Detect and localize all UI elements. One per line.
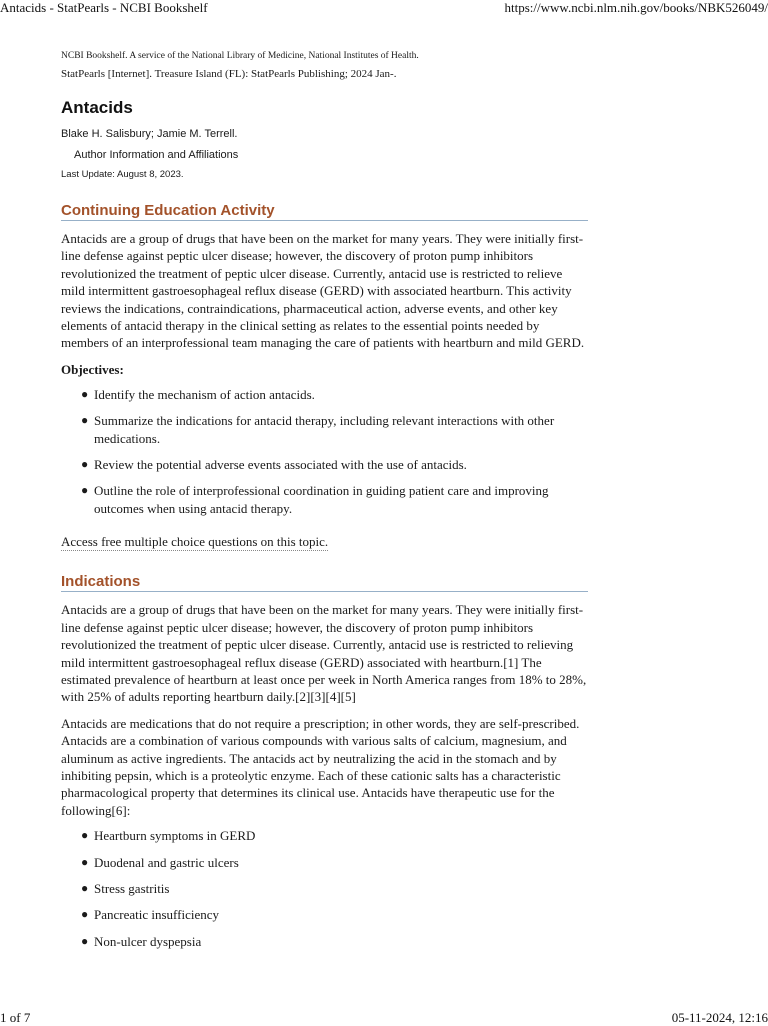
bullet-icon: ● [81, 827, 88, 844]
list-item [94, 880, 588, 897]
use-text: Non-ulcer dyspepsia [94, 934, 201, 949]
bullet-icon: ● [81, 386, 88, 403]
ce-paragraph: Antacids are a group of drugs that have been on the market for many years. They were initially first-line defense against peptic ulcer disease; however, the discovery of proton pump inhibitors revolutionized the treatment of peptic ulcer disease. Currently, antacid use is restricted to relieve mild intermittent gastroesophageal reflux disease (GERD) with associated heartburn. This activity reviews the indications, contraindications, pharmaceutical action, adverse events, and other key elements of antacid therapy in the clinical setting as relates to the essential points needed by members of an interprofessional team managing the care of patients with heartburn and mild GERD. [61, 230, 588, 352]
page-count: 1 of 7 [0, 1010, 30, 1026]
use-text: Pancreatic insufficiency [94, 907, 219, 922]
use-text: Heartburn symptoms in GERD [94, 828, 255, 843]
page-title: Antacids [61, 98, 588, 118]
bullet-icon: ● [81, 482, 88, 499]
list-item [94, 412, 588, 447]
bullet-icon: ● [81, 412, 88, 429]
list-item [94, 456, 588, 473]
section-heading-indications: Indications [61, 573, 588, 592]
therapeutic-uses-list [61, 827, 588, 950]
indications-paragraph-2: Antacids are medications that do not require a prescription; in other words, they are self-prescribed. Antacids are a combination of various compounds with various salts of calcium, magnesium, and aluminum as active ingredients. The antacids act by neutralizing the acid in the stomach and by inhibiting pepsin, which is a proteolytic enzyme. Each of these cationic salts has a characteristic pharmacological property that determines its clinical use. Antacids have therapeutic use for the following[6]: [61, 715, 588, 819]
use-text: Duodenal and gastric ulcers [94, 855, 239, 870]
article-content [61, 44, 588, 959]
objective-text: Identify the mechanism of action antacids. [94, 387, 315, 402]
objective-text: Review the potential adverse events associated with the use of antacids. [94, 457, 467, 472]
list-item [94, 386, 588, 403]
bullet-icon: ● [81, 854, 88, 871]
use-text: Stress gastritis [94, 881, 169, 896]
list-item [94, 854, 588, 871]
service-line: NCBI Bookshelf. A service of the National Library of Medicine, National Institutes of Health. [61, 51, 588, 61]
section-heading-continuing-education: Continuing Education Activity [61, 202, 588, 221]
list-item [94, 906, 588, 923]
bullet-icon: ● [81, 456, 88, 473]
indications-paragraph-1: Antacids are a group of drugs that have been on the market for many years. They were initially first-line defense against peptic ulcer disease; however, the discovery of proton pump inhibitors revolutionized the treatment of peptic ulcer disease. Currently, antacid use is restricted to relieving mild intermittent gastroesophageal reflux disease (GERD) associated with heartburn.[1] The estimated prevalence of heartburn at least once per week in North America ranges from 18% to 28%, with 25% of adults reporting heartburn daily.[2][3][4][5] [61, 601, 588, 705]
print-datetime: 05-11-2024, 12:16 [672, 1010, 768, 1026]
print-header-url: https://www.ncbi.nlm.nih.gov/books/NBK526049/ [505, 0, 768, 16]
print-header [0, 0, 768, 16]
print-header-title: Antacids - StatPearls - NCBI Bookshelf [0, 0, 208, 16]
objectives-label: Objectives: [61, 362, 588, 378]
last-update: Last Update: August 8, 2023. [61, 169, 588, 180]
author-affiliations-link[interactable]: Author Information and Affiliations [74, 149, 588, 161]
list-item [94, 827, 588, 844]
bullet-icon: ● [81, 933, 88, 950]
list-item [94, 482, 588, 517]
bullet-icon: ● [81, 880, 88, 897]
objective-text: Outline the role of interprofessional coordination in guiding patient care and improving outcomes when using antacid therapy. [94, 483, 549, 515]
objectives-list [61, 386, 588, 517]
list-item [94, 933, 588, 950]
author-list: Blake H. Salisbury; Jamie M. Terrell. [61, 128, 588, 140]
citation-line: StatPearls [Internet]. Treasure Island (FL): StatPearls Publishing; 2024 Jan-. [61, 68, 588, 80]
objective-text: Summarize the indications for antacid therapy, including relevant interactions with other medications. [94, 413, 554, 445]
access-questions-link[interactable]: Access free multiple choice questions on this topic. [61, 534, 328, 551]
bullet-icon: ● [81, 906, 88, 923]
